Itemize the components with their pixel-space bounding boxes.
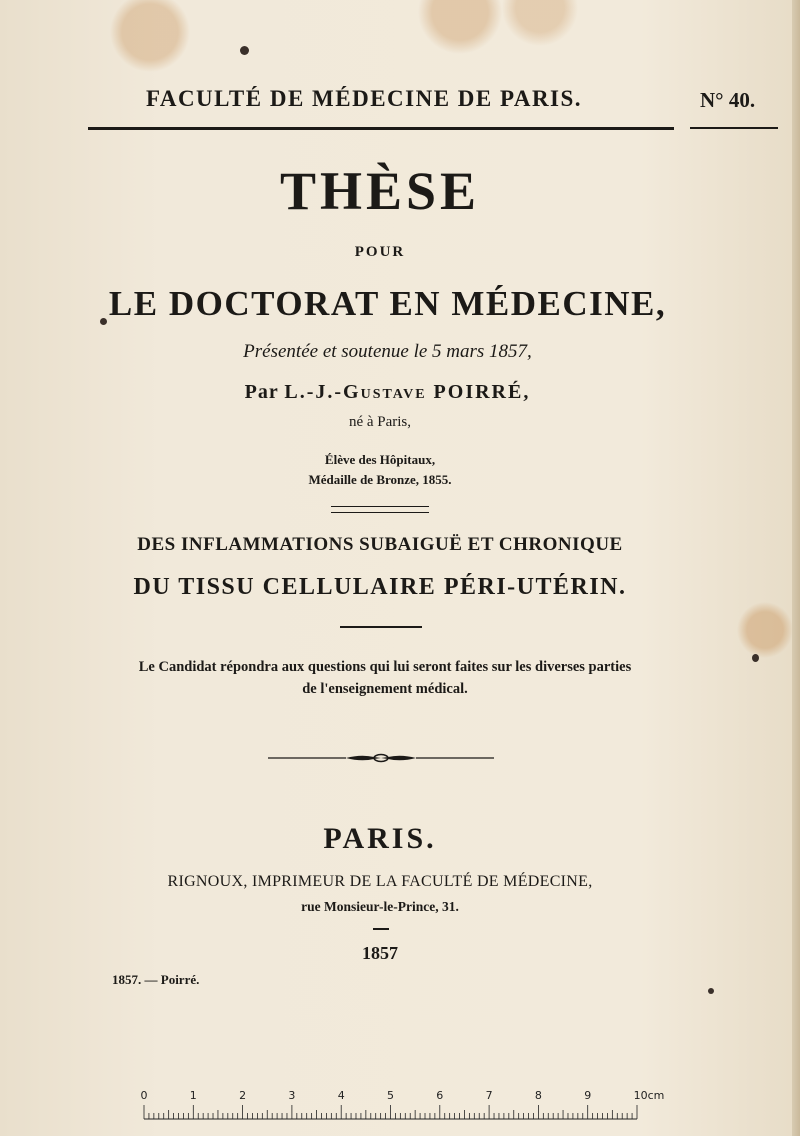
imprint-city: PARIS.: [323, 822, 437, 855]
distinction-line: Médaille de Bronze, 1855.: [308, 472, 452, 487]
scale-ticks: [144, 1105, 637, 1119]
ink-spot: [708, 988, 714, 994]
author-prefix: Par: [244, 381, 279, 403]
imprint-printer: RIGNOUX, IMPRIMEUR DE LA FACULTÉ DE MÉDECINE,: [167, 873, 593, 890]
author-distinctions: [0, 450, 760, 490]
imprint-address: rue Monsieur-le-Prince, 31.: [301, 899, 459, 914]
scale-label: 8: [534, 1089, 542, 1102]
scale-label: 6: [436, 1089, 444, 1102]
thesis-number: N° 40.: [700, 88, 756, 112]
author-line: [0, 381, 775, 404]
page-edge: [792, 0, 800, 1136]
scale-label: 7: [485, 1089, 493, 1102]
header-rule-short: [690, 127, 778, 129]
centimeter-scale: [130, 1085, 665, 1125]
candidate-note: [110, 656, 660, 700]
candidate-note-line: Le Candidat répondra aux questions qui lui seront faites sur les diverses parties: [138, 659, 632, 675]
ornamental-rule: [266, 748, 496, 768]
birthplace: né à Paris,: [348, 414, 412, 430]
pour-label: POUR: [354, 244, 406, 260]
thesis-title: THÈSE: [279, 161, 481, 221]
subject-line-2: DU TISSU CELLULAIRE PÉRI-UTÉRIN.: [133, 574, 627, 600]
ink-spot: [752, 654, 759, 662]
imprint-year: 1857: [362, 943, 398, 963]
degree-title: LE DOCTORAT EN MÉDECINE,: [108, 284, 667, 323]
scale-labels: [141, 1089, 665, 1102]
double-rule-divider: [331, 506, 429, 513]
scale-label: 5: [387, 1089, 394, 1102]
scale-label: 0: [140, 1089, 148, 1102]
scale-label: 1: [189, 1089, 197, 1102]
scale-label: 10cm: [633, 1089, 665, 1102]
distinction-line: Élève des Hôpitaux,: [324, 452, 436, 467]
candidate-note-line: de l'enseignement médical.: [302, 681, 468, 697]
imprint-tick: [373, 928, 389, 930]
short-rule-divider: [340, 626, 422, 628]
footer-note: 1857. — Poirré.: [112, 972, 200, 987]
scale-label: 3: [288, 1089, 296, 1102]
scale-label: 2: [239, 1089, 247, 1102]
presentation-date: Présentée et soutenue le 5 mars 1857,: [243, 341, 532, 362]
header-rule: [88, 127, 674, 130]
scale-label: 9: [584, 1089, 592, 1102]
scale-label: 4: [337, 1089, 345, 1102]
faculty-header: FACULTÉ DE MÉDECINE DE PARIS.: [146, 86, 583, 111]
ink-spot: [240, 46, 249, 55]
subject-line-1: DES INFLAMMATIONS SUBAIGUË ET CHRONIQUE: [137, 534, 623, 555]
author-name: L.-J.-Gustave POIRRÉ,: [284, 381, 531, 403]
